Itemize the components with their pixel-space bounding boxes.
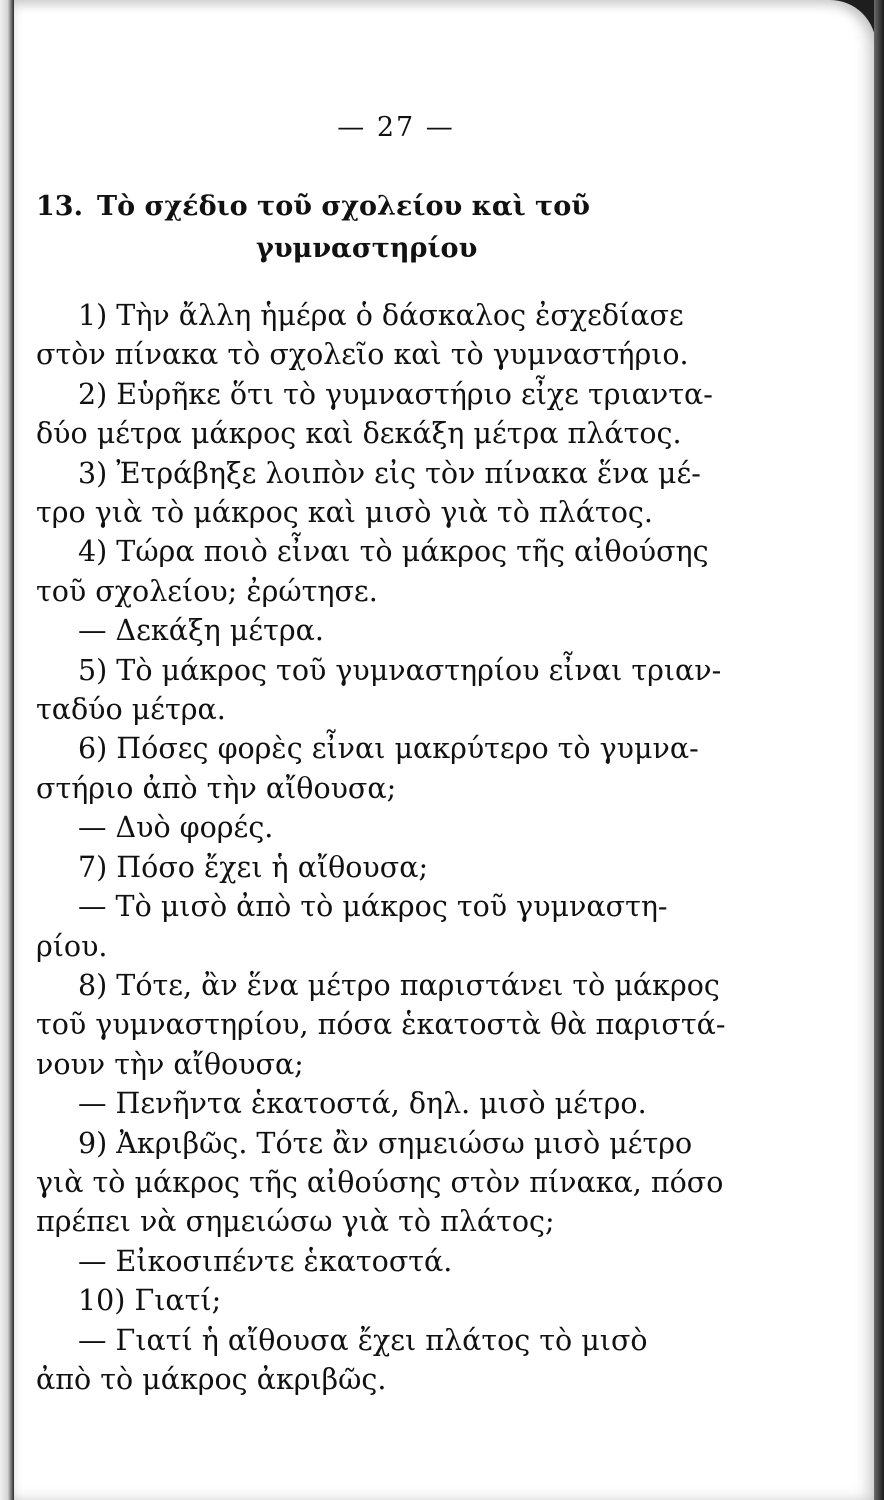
- text-line: 2) Εὑρῆκε ὅτι τὸ γυμναστήριο εἶχε τριαντα-: [78, 377, 713, 411]
- text-line: 10) Γιατί;: [78, 1284, 222, 1318]
- text-line: — Τὸ μισὸ ἀπὸ τὸ μάκρος τοῦ γυμναστη-: [78, 890, 668, 924]
- text-line: 4) Τώρα ποιὸ εἶναι τὸ μάκρος τῆς αἰθούσης: [78, 535, 709, 569]
- page-number: — 27 —: [337, 112, 455, 143]
- body-text: [36, 296, 736, 1399]
- page-sheet: [14, 0, 876, 1500]
- section-title-line-1: Τὸ σχέδιο τοῦ σχολείου καὶ τοῦ: [96, 191, 590, 222]
- text-line: στήριο ἀπὸ τὴν αἴθουσα;: [36, 771, 397, 805]
- text-line: — Εἰκοσιπέντε ἑκατοστά.: [78, 1244, 453, 1278]
- text-line: 6) Πόσες φορὲς εἶναι μακρύτερο τὸ γυμνα-: [78, 732, 699, 766]
- text-line: 8) Τότε, ἂν ἕνα μέτρο παριστάνει τὸ μάκρος: [78, 968, 720, 1002]
- text-line: πρέπει νὰ σημειώσω γιὰ τὸ πλάτος;: [36, 1205, 555, 1239]
- section-number: 13.: [36, 191, 83, 222]
- page-right-edge-shadow: [874, 0, 884, 1500]
- text-line: ρίου.: [36, 929, 108, 963]
- section-title-line-2: γυμναστηρίου: [256, 233, 478, 264]
- text-line: 5) Τὸ μάκρος τοῦ γυμναστηρίου εἶναι τριαν-: [78, 653, 722, 687]
- text-line: — Δεκάξη μέτρα.: [78, 614, 324, 648]
- text-line: ἀπὸ τὸ μάκρος ἀκριβῶς.: [36, 1362, 387, 1396]
- section-heading: [36, 186, 756, 270]
- text-line: 7) Πόσο ἔχει ἡ αἴθουσα;: [78, 850, 429, 884]
- text-line: 9) Ἀκριβῶς. Τότε ἂν σημειώσω μισὸ μέτρο: [78, 1126, 693, 1160]
- text-line: δύο μέτρα μάκρος καὶ δεκάξη μέτρα πλάτος.: [36, 417, 682, 451]
- text-line: στὸν πίνακα τὸ σχολεῖο καὶ τὸ γυμναστήριο.: [36, 338, 689, 372]
- text-line: τοῦ σχολείου; ἐρώτησε.: [36, 574, 378, 608]
- text-line: 1) Τὴν ἄλλη ἡμέρα ὁ δάσκαλος ἐσχεδίασε: [78, 299, 684, 332]
- text-line: — Πενῆντα ἑκατοστά, δηλ. μισὸ μέτρο.: [78, 1087, 647, 1121]
- text-line: τοῦ γυμναστηρίου, πόσα ἑκατοστὰ θὰ παριστά-: [36, 1008, 726, 1042]
- text-line: — Γιατί ἡ αἴθουσα ἔχει πλάτος τὸ μισὸ: [78, 1323, 648, 1357]
- text-line: τρο γιὰ τὸ μάκρος καὶ μισὸ γιὰ τὸ πλάτος.: [36, 496, 653, 530]
- text-line: ταδύο μέτρα.: [36, 693, 226, 727]
- text-line: νουν τὴν αἴθουσα;: [36, 1047, 304, 1081]
- text-line: 3) Ἐτράβηξε λοιπὸν εἰς τὸν πίνακα ἕνα μέ-: [78, 456, 701, 490]
- text-line: γιὰ τὸ μάκρος τῆς αἰθούσης στὸν πίνακα, πόσο: [36, 1165, 724, 1199]
- book-spine-edge: [0, 0, 14, 1500]
- text-line: — Δυὸ φορές.: [78, 811, 274, 845]
